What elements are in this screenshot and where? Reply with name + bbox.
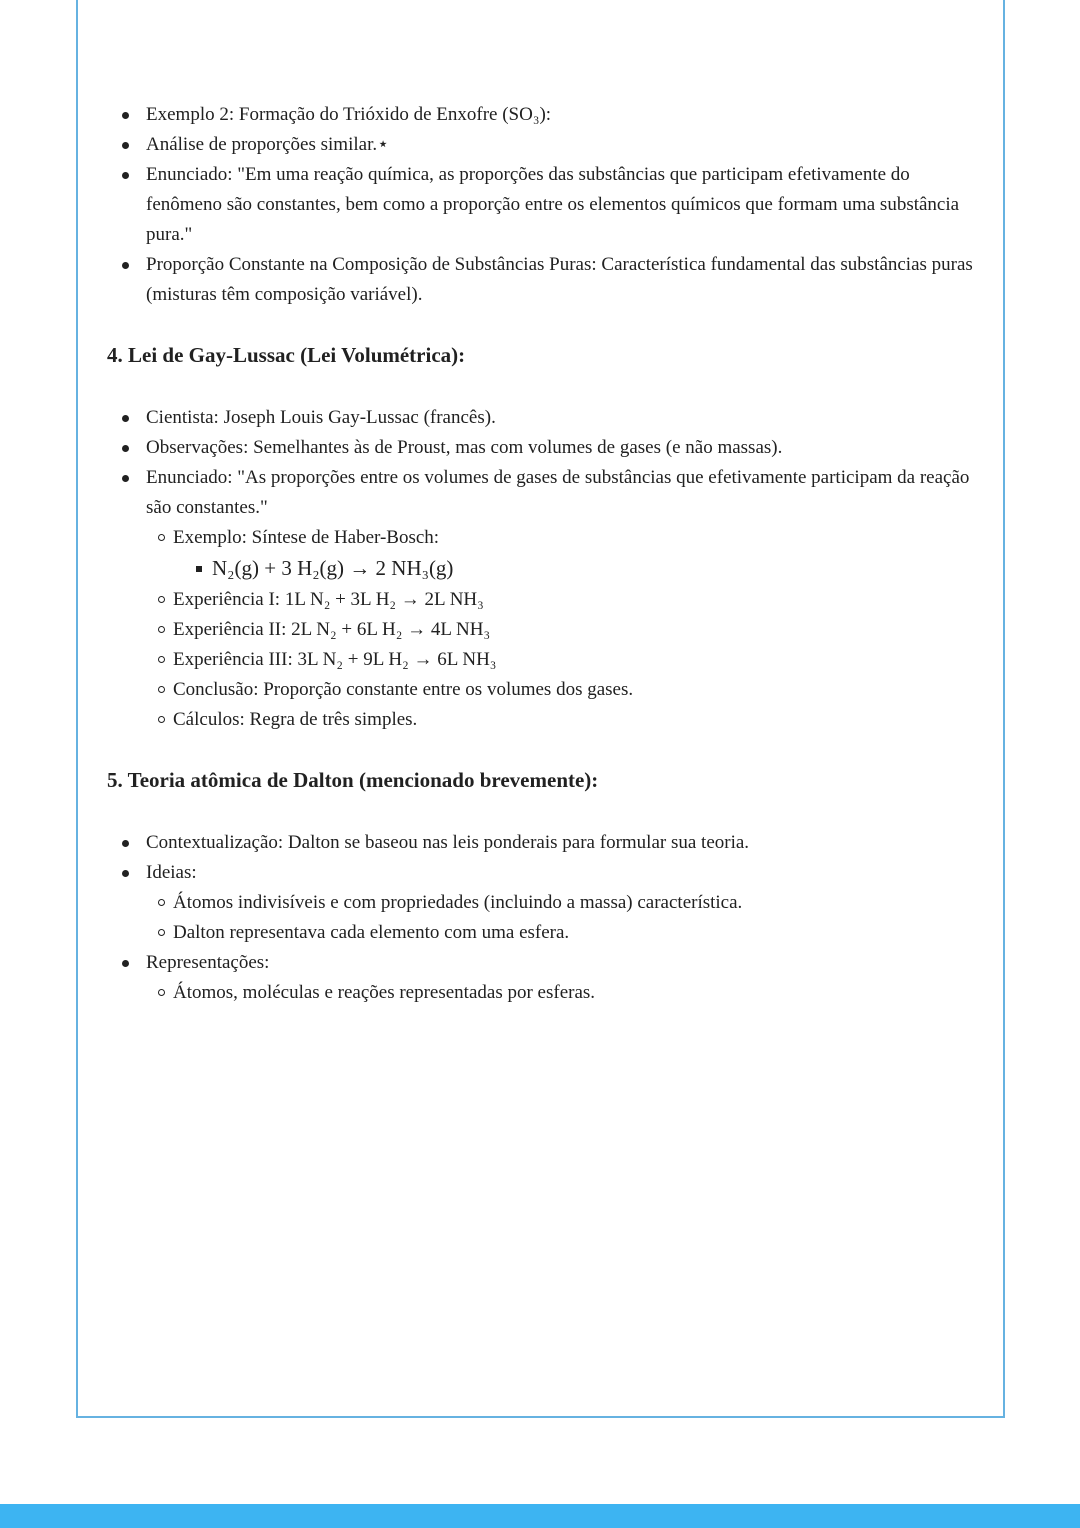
list-item bbox=[107, 553, 977, 585]
list-item bbox=[107, 100, 976, 130]
bullet-circle-icon bbox=[158, 596, 165, 603]
list-item-text: Representações: bbox=[146, 952, 270, 973]
list-item bbox=[107, 645, 977, 675]
list-item-text: Exemplo: Síntese de Haber-Bosch: bbox=[173, 527, 440, 548]
list-item bbox=[107, 978, 977, 1008]
list-item-text: Exemplo 2: Formação do Trióxido de Enxofre (SO₃): bbox=[146, 104, 552, 125]
list-item-text: Experiência I: 1L N₂ + 3L H₂ → 2L NH₃ bbox=[173, 589, 484, 610]
bullet-circle-icon bbox=[158, 929, 165, 936]
list-item bbox=[107, 615, 977, 645]
list-item bbox=[107, 433, 976, 463]
bullet-circle-icon bbox=[158, 626, 165, 633]
list-item-text: Experiência III: 3L N₂ + 9L H₂ → 6L NH₃ bbox=[173, 649, 497, 670]
list-item-text: Cientista: Joseph Louis Gay-Lussac (francês). bbox=[146, 407, 496, 428]
list-item-text: Observações: Semelhantes às de Proust, mas com volumes de gases (e não massas). bbox=[146, 437, 783, 458]
page-frame bbox=[76, 0, 1005, 1418]
list-item bbox=[107, 858, 976, 888]
bullet-circle-icon bbox=[158, 656, 165, 663]
gay-lussac-list bbox=[107, 403, 977, 735]
bullet-square-icon bbox=[196, 566, 202, 572]
list-item-text: Átomos, moléculas e reações representadas por esferas. bbox=[173, 982, 596, 1003]
list-item-text: Contextualização: Dalton se baseou nas leis ponderais para formular sua teoria. bbox=[146, 832, 750, 853]
bullet-disc-icon bbox=[122, 475, 129, 482]
list-item-text: Análise de proporções similar.⋆ bbox=[146, 134, 390, 155]
bullet-disc-icon bbox=[122, 840, 129, 847]
list-item-text: Ideias: bbox=[146, 862, 197, 883]
bullet-disc-icon bbox=[122, 172, 129, 179]
bullet-circle-icon bbox=[158, 716, 165, 723]
list-item bbox=[107, 948, 976, 978]
list-item bbox=[107, 705, 977, 735]
list-item-text: Proporção Constante na Composição de Substâncias Puras: Característica fundamental das substâncias puras (misturas têm composição variável). bbox=[146, 254, 973, 305]
list-item-text: Cálculos: Regra de três simples. bbox=[173, 709, 418, 730]
list-item bbox=[107, 160, 976, 250]
intro-list bbox=[107, 100, 977, 310]
list-item-text: Átomos indivisíveis e com propriedades (incluindo a massa) característica. bbox=[173, 892, 743, 913]
chemical-equation: N₂(g) + 3 H₂(g) → 2 NH₃(g) bbox=[212, 556, 454, 580]
bullet-disc-icon bbox=[122, 870, 129, 877]
bullet-circle-icon bbox=[158, 534, 165, 541]
list-item bbox=[107, 130, 976, 160]
section-5-heading: 5. Teoria atômica de Dalton (mencionado brevemente): bbox=[107, 768, 599, 792]
list-item bbox=[107, 918, 977, 948]
bullet-disc-icon bbox=[122, 112, 129, 119]
list-item bbox=[107, 403, 976, 433]
bullet-circle-icon bbox=[158, 989, 165, 996]
bullet-circle-icon bbox=[158, 899, 165, 906]
list-item-text: Enunciado: "As proporções entre os volumes de gases de substâncias que efetivamente participam da reação são constantes." bbox=[146, 467, 970, 518]
list-item bbox=[107, 828, 976, 858]
list-item bbox=[107, 523, 977, 553]
bullet-disc-icon bbox=[122, 445, 129, 452]
list-item-text: Experiência II: 2L N₂ + 6L H₂ → 4L NH₃ bbox=[173, 619, 491, 640]
list-item-text: Dalton representava cada elemento com uma esfera. bbox=[173, 922, 570, 943]
list-item-text: Conclusão: Proporção constante entre os volumes dos gases. bbox=[173, 679, 634, 700]
list-item bbox=[107, 675, 977, 705]
list-item bbox=[107, 585, 977, 615]
bullet-circle-icon bbox=[158, 686, 165, 693]
dalton-list bbox=[107, 828, 977, 1008]
bullet-disc-icon bbox=[122, 262, 129, 269]
list-item bbox=[107, 463, 976, 523]
bullet-disc-icon bbox=[122, 415, 129, 422]
section-4-heading: 4. Lei de Gay-Lussac (Lei Volumétrica): bbox=[107, 343, 466, 367]
list-item bbox=[107, 888, 977, 918]
footer-accent-bar bbox=[0, 1504, 1080, 1528]
list-item-text: Enunciado: "Em uma reação química, as proporções das substâncias que participam efetivamente do fenômeno são constantes, bem como a proporção entre os elementos químicos que formam uma substância pura." bbox=[146, 164, 960, 245]
bullet-disc-icon bbox=[122, 960, 129, 967]
bullet-disc-icon bbox=[122, 142, 129, 149]
list-item bbox=[107, 250, 976, 310]
